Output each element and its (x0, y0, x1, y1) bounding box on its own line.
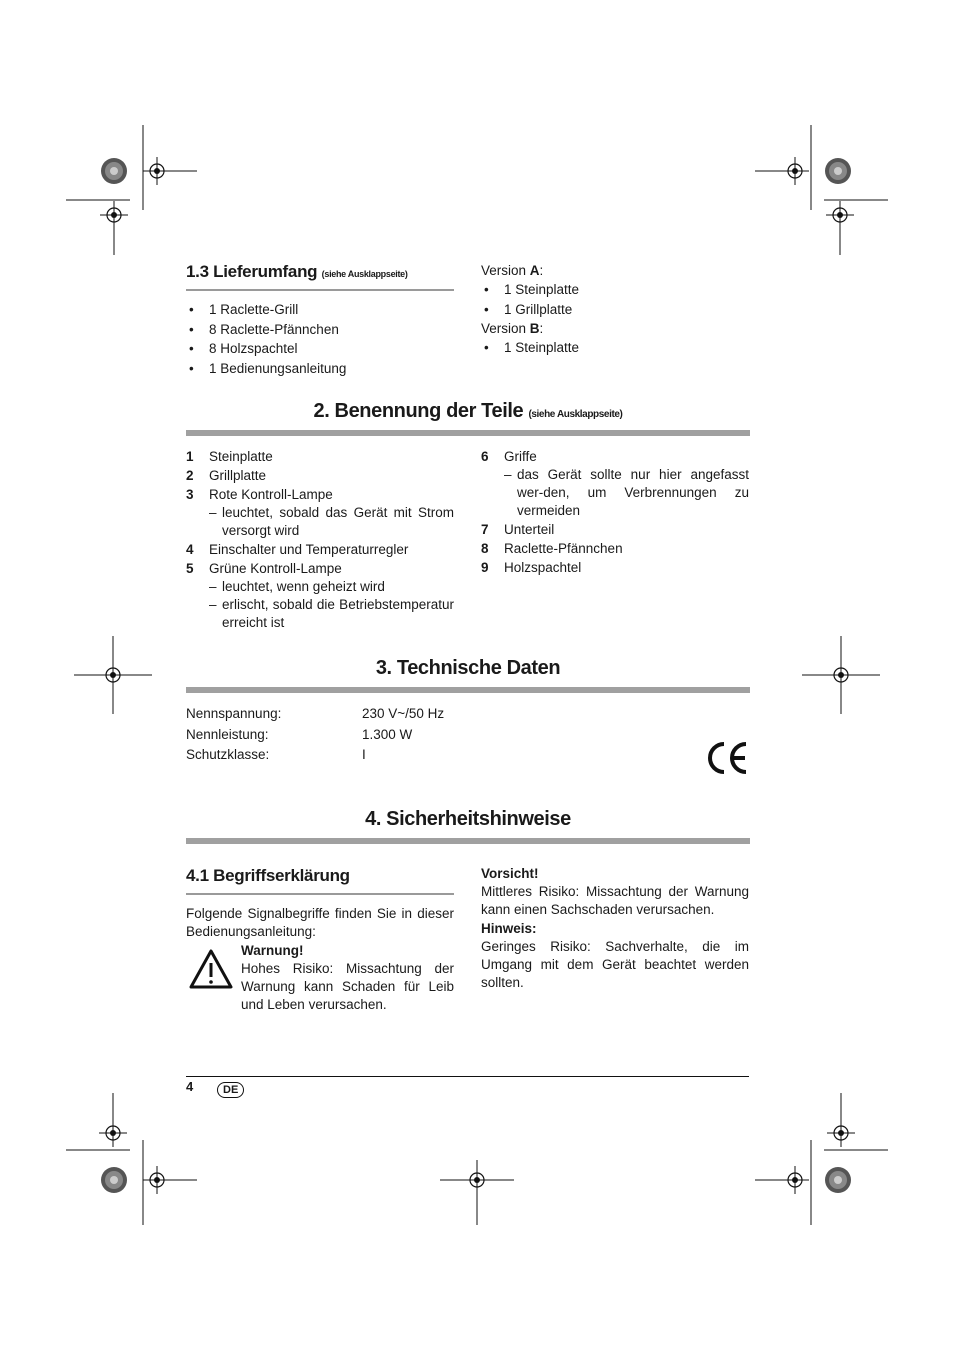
spec-row: Nennspannung: 230 V~/50 Hz (186, 706, 445, 721)
version-b-list (481, 338, 749, 358)
list-item: 3 Rote Kontroll-Lampe (186, 487, 333, 502)
version-a-list (481, 280, 749, 319)
list-item: • 8 Raclette-Pfännchen (186, 320, 454, 340)
list-item: • 1 Raclette-Grill (186, 300, 454, 320)
list-item: 2 Grillplatte (186, 468, 267, 483)
vorsicht-text: Mittleres Risiko: Missachtung der Warnung kann einen Sachschaden verursachen. (481, 884, 749, 917)
list-item: 7 Unterteil (481, 522, 555, 537)
parts-list-right (481, 447, 749, 577)
list-item: 8 Raclette-Pfännchen (481, 541, 623, 556)
section-4-title: 4. Sicherheitshinweise (365, 808, 571, 830)
hinweis-text: Geringes Risiko: Sachverhalte, die im Umgang mit dem Gerät beachtet werden sollten. (481, 939, 749, 990)
list-item: 6 Griffe (481, 449, 537, 464)
section-4-1-title: 4.1 Begriffserklärung (186, 866, 350, 885)
list-item: • 8 Holzspachtel (186, 339, 454, 359)
page-number: 4 (186, 1079, 194, 1094)
section-2-rule (186, 430, 750, 436)
section-3-heading (186, 657, 750, 680)
warnung-block (241, 941, 454, 1014)
version-b-line: Version B: (481, 321, 544, 336)
spec-row: Nennleistung: 1.300 W (186, 726, 413, 742)
warning-triangle-icon (188, 948, 234, 990)
delivery-versions (481, 261, 749, 358)
section-4-1-heading (186, 866, 350, 886)
list-item: • 1 Steinplatte (481, 280, 749, 300)
section-1-3-rule (186, 289, 454, 291)
list-note: – erlischt, sobald die Betriebstemperatur erreicht ist (186, 596, 454, 632)
section-1-3-title: 1.3 Lieferumfang (186, 262, 318, 281)
version-a-line: Version A: (481, 263, 544, 278)
list-item: 4 Einschalter und Temperaturregler (186, 542, 409, 557)
delivery-list (186, 300, 454, 378)
signal-intro: Folgende Signalbegriffe finden Sie in dieser Bedienungsanleitung: (186, 906, 454, 939)
footer-rule (186, 1076, 749, 1077)
section-1-3-note: (siehe Ausklappseite) (321, 269, 408, 279)
list-note: – das Gerät sollte nur hier angefasst wer-den, um Verbrennungen zu vermeiden (481, 466, 749, 520)
list-item: • 1 Grillplatte (481, 300, 749, 320)
section-2-note: (siehe Ausklappseite) (528, 409, 623, 420)
list-item: • 1 Bedienungsanleitung (186, 359, 454, 379)
warnung-text: Hohes Risiko: Missachtung der Warnung kann Schaden für Leib und Leben verursachen. (241, 961, 454, 1012)
spec-table (186, 704, 586, 766)
section-4-rule (186, 838, 750, 844)
list-item: 9 Holzspachtel (481, 560, 582, 575)
ce-mark-icon (704, 741, 750, 775)
spec-row: Schutzklasse: I (186, 747, 366, 762)
list-note: – leuchtet, sobald das Gerät mit Strom versorgt wird (186, 504, 454, 540)
section-3-title: 3. Technische Daten (375, 657, 561, 679)
signal-definitions-right (481, 864, 749, 992)
section-2-title: 2. Benennung der Teile (313, 400, 524, 422)
parts-list-left (186, 447, 454, 632)
section-1-3-heading (186, 262, 408, 282)
warnung-label: Warnung! (241, 943, 304, 958)
section-3-rule (186, 687, 750, 693)
section-4-1-rule (186, 893, 454, 895)
language-badge: DE (217, 1082, 244, 1098)
vorsicht-label: Vorsicht! (481, 866, 539, 881)
list-item: 1 Steinplatte (186, 449, 273, 464)
list-item: 5 Grüne Kontroll-Lampe (186, 561, 342, 576)
section-2-heading (186, 400, 750, 423)
list-item: • 1 Steinplatte (481, 338, 749, 358)
hinweis-label: Hinweis: (481, 921, 537, 936)
section-4-heading (186, 808, 750, 831)
list-note: – leuchtet, wenn geheizt wird (186, 578, 454, 596)
